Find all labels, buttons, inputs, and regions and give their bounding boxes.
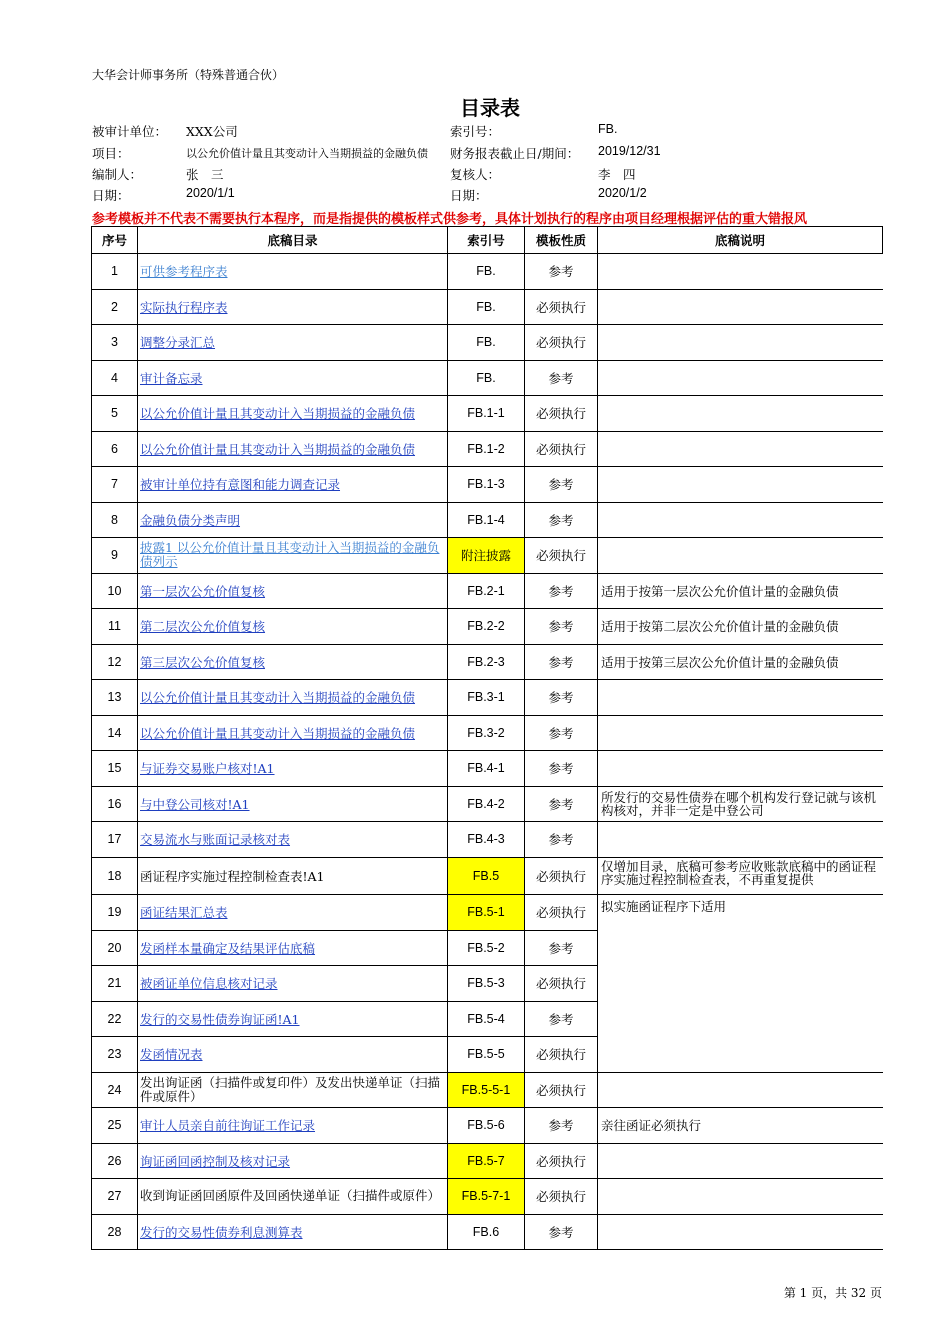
catalog-link[interactable]: 以公允价值计量且其变动计入当期损益的金融负债 bbox=[140, 690, 416, 706]
catalog-link[interactable]: 交易流水与账面记录核对表 bbox=[140, 832, 291, 848]
template-nature: 参考 bbox=[525, 360, 598, 396]
period-label: 财务报表截止日/期间： bbox=[450, 146, 580, 161]
table-row bbox=[92, 538, 883, 574]
template-nature: 必须执行 bbox=[525, 1072, 598, 1108]
template-nature: 参考 bbox=[525, 502, 598, 538]
row-number: 12 bbox=[92, 644, 138, 680]
template-nature: 参考 bbox=[525, 467, 598, 503]
row-number: 23 bbox=[92, 1037, 138, 1073]
index-number: FB.1-1 bbox=[448, 396, 525, 432]
table-row bbox=[92, 360, 883, 396]
audited-unit-label: 被审计单位： bbox=[92, 124, 168, 139]
catalog-link-cell[interactable] bbox=[138, 573, 448, 609]
index-number: FB.5-1 bbox=[448, 895, 525, 931]
catalog-link-cell[interactable] bbox=[138, 715, 448, 751]
date2-label: 日期： bbox=[450, 188, 488, 203]
note-text: 亲往函证必须执行 bbox=[598, 1108, 883, 1144]
catalog-link-cell[interactable] bbox=[138, 396, 448, 432]
note-text: 适用于按第二层次公允价值计量的金融负债 bbox=[598, 609, 883, 645]
catalog-link-cell[interactable] bbox=[138, 254, 448, 290]
warning-text: 参考模板并不代表不需要执行本程序，而是指提供的模板样式供参考，具体计划执行的程序由项目经理根据评估的重大错报风 bbox=[92, 212, 808, 227]
template-nature: 参考 bbox=[525, 1214, 598, 1250]
catalog-link-cell[interactable] bbox=[138, 360, 448, 396]
catalog-link-cell[interactable] bbox=[138, 431, 448, 467]
catalog-link[interactable]: 第三层次公允价值复核 bbox=[140, 654, 266, 670]
index-number: FB.1-3 bbox=[448, 467, 525, 503]
table-row bbox=[92, 1214, 883, 1250]
table-row bbox=[92, 1072, 883, 1108]
table-row bbox=[92, 396, 883, 432]
catalog-link[interactable]: 与中登公司核对!A1 bbox=[140, 796, 250, 812]
header-nature: 模板性质 bbox=[525, 227, 598, 254]
catalog-link-cell[interactable] bbox=[138, 325, 448, 361]
index-number: FB.4-3 bbox=[448, 822, 525, 858]
audited-unit-value: XXX公司 bbox=[186, 124, 238, 139]
note-text bbox=[598, 538, 883, 574]
note-text bbox=[598, 680, 883, 716]
index-number: FB.4-2 bbox=[448, 786, 525, 822]
reviewer-label: 复核人： bbox=[450, 167, 501, 182]
catalog-link-cell[interactable] bbox=[138, 786, 448, 822]
template-nature: 参考 bbox=[525, 609, 598, 645]
catalog-link-cell[interactable] bbox=[138, 609, 448, 645]
catalog-link-cell[interactable] bbox=[138, 680, 448, 716]
table-row bbox=[92, 644, 883, 680]
row-number: 9 bbox=[92, 538, 138, 574]
note-text: 仅增加目录，底稿可参考应收账款底稿中的函证程序实施过程控制检查表，不再重复提供 bbox=[598, 857, 883, 895]
table-row bbox=[92, 1108, 883, 1144]
note-text bbox=[598, 360, 883, 396]
date2-value: 2020/1/2 bbox=[598, 186, 647, 200]
index-number: FB. bbox=[448, 360, 525, 396]
template-nature: 必须执行 bbox=[525, 325, 598, 361]
catalog-link[interactable]: 第二层次公允价值复核 bbox=[140, 619, 266, 635]
preparer-value: 张 三 bbox=[186, 167, 224, 182]
index-number: FB.5-4 bbox=[448, 1001, 525, 1037]
catalog-link[interactable]: 第一层次公允价值复核 bbox=[140, 583, 266, 599]
template-nature: 参考 bbox=[525, 1108, 598, 1144]
table-row bbox=[92, 573, 883, 609]
catalog-link[interactable]: 披露1 以公允价值计量且其变动计入当期损益的金融负债列示 bbox=[140, 540, 440, 570]
catalog-text: 函证程序实施过程控制检查表!A1 bbox=[138, 857, 448, 895]
catalog-link[interactable]: 调整分录汇总 bbox=[140, 335, 216, 351]
catalog-link[interactable]: 审计备忘录 bbox=[140, 370, 203, 386]
template-nature: 参考 bbox=[525, 930, 598, 966]
row-number: 11 bbox=[92, 609, 138, 645]
template-nature: 参考 bbox=[525, 573, 598, 609]
note-text bbox=[598, 502, 883, 538]
index-number: FB.2-2 bbox=[448, 609, 525, 645]
index-number: FB.5-6 bbox=[448, 1108, 525, 1144]
index-number: FB. bbox=[448, 289, 525, 325]
table-row bbox=[92, 857, 883, 895]
period-value: 2019/12/31 bbox=[598, 144, 661, 158]
catalog-link-cell[interactable] bbox=[138, 538, 448, 574]
template-nature: 必须执行 bbox=[525, 895, 598, 931]
row-number: 24 bbox=[92, 1072, 138, 1108]
catalog-link-cell[interactable] bbox=[138, 895, 448, 931]
template-nature: 必须执行 bbox=[525, 538, 598, 574]
catalog-link[interactable]: 询证函回函控制及核对记录 bbox=[140, 1153, 291, 1169]
template-nature: 必须执行 bbox=[525, 857, 598, 895]
table-row bbox=[92, 1143, 883, 1179]
date1-value: 2020/1/1 bbox=[186, 186, 235, 200]
table-row bbox=[92, 680, 883, 716]
firm-name: 大华会计师事务所（特殊普通合伙） bbox=[92, 68, 285, 82]
table-header-row bbox=[92, 227, 883, 254]
note-text bbox=[598, 467, 883, 503]
template-nature: 必须执行 bbox=[525, 966, 598, 1002]
row-number: 28 bbox=[92, 1214, 138, 1250]
row-number: 20 bbox=[92, 930, 138, 966]
row-number: 16 bbox=[92, 786, 138, 822]
index-number: FB.2-1 bbox=[448, 573, 525, 609]
catalog-link[interactable]: 发行的交易性债券利息测算表 bbox=[140, 1224, 303, 1240]
note-text bbox=[598, 289, 883, 325]
table-row bbox=[92, 431, 883, 467]
catalog-link-cell[interactable] bbox=[138, 966, 448, 1002]
row-number: 13 bbox=[92, 680, 138, 716]
catalog-link[interactable]: 被函证单位信息核对记录 bbox=[140, 976, 278, 992]
note-text bbox=[598, 751, 883, 787]
template-nature: 参考 bbox=[525, 751, 598, 787]
note-text bbox=[598, 1072, 883, 1108]
catalog-link-cell[interactable] bbox=[138, 289, 448, 325]
date1-label: 日期： bbox=[92, 188, 130, 203]
row-number: 27 bbox=[92, 1179, 138, 1215]
catalog-link-cell[interactable] bbox=[138, 751, 448, 787]
index-number: FB.1-2 bbox=[448, 431, 525, 467]
note-text bbox=[598, 822, 883, 858]
row-number: 1 bbox=[92, 254, 138, 290]
catalog-table bbox=[91, 226, 883, 1250]
row-number: 4 bbox=[92, 360, 138, 396]
catalog-link-cell[interactable] bbox=[138, 930, 448, 966]
catalog-link[interactable]: 发行的交易性债券询证函!A1 bbox=[140, 1011, 300, 1027]
reviewer-value: 李 四 bbox=[598, 167, 636, 182]
catalog-link[interactable]: 以公允价值计量且其变动计入当期损益的金融负债 bbox=[140, 441, 416, 457]
note-text: 适用于按第一层次公允价值计量的金融负债 bbox=[598, 573, 883, 609]
header-note: 底稿说明 bbox=[598, 227, 883, 254]
header-index: 索引号 bbox=[448, 227, 525, 254]
index-number: FB.5-7 bbox=[448, 1143, 525, 1179]
catalog-link[interactable]: 发函情况表 bbox=[140, 1047, 203, 1063]
note-text bbox=[598, 1214, 883, 1250]
index-number: FB.3-1 bbox=[448, 680, 525, 716]
row-number: 8 bbox=[92, 502, 138, 538]
index-number: FB.5-3 bbox=[448, 966, 525, 1002]
table-row bbox=[92, 609, 883, 645]
header-no: 序号 bbox=[92, 227, 138, 254]
catalog-link[interactable]: 实际执行程序表 bbox=[140, 299, 228, 315]
index-number: FB.5-5-1 bbox=[448, 1072, 525, 1108]
index-number: FB. bbox=[448, 325, 525, 361]
table-row bbox=[92, 786, 883, 822]
index-number: FB.4-1 bbox=[448, 751, 525, 787]
index-number: FB.5 bbox=[448, 857, 525, 895]
index-number: FB.2-3 bbox=[448, 644, 525, 680]
template-nature: 必须执行 bbox=[525, 1143, 598, 1179]
note-text bbox=[598, 715, 883, 751]
row-number: 15 bbox=[92, 751, 138, 787]
index-number: FB.6 bbox=[448, 1214, 525, 1250]
table-row bbox=[92, 822, 883, 858]
index-label: 索引号： bbox=[450, 124, 501, 139]
page-title: 目录表 bbox=[460, 96, 520, 120]
template-nature: 参考 bbox=[525, 680, 598, 716]
header-catalog: 底稿目录 bbox=[138, 227, 448, 254]
index-number: FB.5-2 bbox=[448, 930, 525, 966]
template-nature: 参考 bbox=[525, 644, 598, 680]
catalog-link-cell[interactable] bbox=[138, 467, 448, 503]
template-nature: 必须执行 bbox=[525, 431, 598, 467]
catalog-link[interactable]: 被审计单位持有意图和能力调查记录 bbox=[140, 477, 341, 493]
project-label: 项目： bbox=[92, 146, 130, 161]
table-row bbox=[92, 502, 883, 538]
note-text bbox=[598, 254, 883, 290]
note-text bbox=[598, 325, 883, 361]
page-number: 第 1 页，共 32 页 bbox=[783, 1286, 882, 1300]
note-text: 拟实施函证程序下适用 bbox=[598, 895, 883, 1073]
catalog-link[interactable]: 审计人员亲自前往询证工作记录 bbox=[140, 1118, 316, 1134]
catalog-link[interactable]: 可供参考程序表 bbox=[140, 264, 228, 280]
catalog-text: 发出询证函（扫描件或复印件）及发出快递单证（扫描件或原件） bbox=[138, 1072, 448, 1108]
row-number: 2 bbox=[92, 289, 138, 325]
row-number: 21 bbox=[92, 966, 138, 1002]
row-number: 14 bbox=[92, 715, 138, 751]
index-number: 附注披露 bbox=[448, 538, 525, 574]
table-row bbox=[92, 467, 883, 503]
catalog-link[interactable]: 金融负债分类声明 bbox=[140, 512, 241, 528]
catalog-link-cell[interactable] bbox=[138, 1143, 448, 1179]
note-text: 适用于按第三层次公允价值计量的金融负债 bbox=[598, 644, 883, 680]
catalog-link-cell[interactable] bbox=[138, 502, 448, 538]
index-number: FB.1-4 bbox=[448, 502, 525, 538]
template-nature: 必须执行 bbox=[525, 1037, 598, 1073]
note-text bbox=[598, 1179, 883, 1215]
catalog-link-cell[interactable] bbox=[138, 1037, 448, 1073]
template-nature: 必须执行 bbox=[525, 1179, 598, 1215]
catalog-link-cell[interactable] bbox=[138, 1001, 448, 1037]
catalog-link-cell[interactable] bbox=[138, 1108, 448, 1144]
table-row bbox=[92, 895, 883, 931]
note-text: 所发行的交易性债券在哪个机构发行登记就与该机构核对，并非一定是中登公司 bbox=[598, 786, 883, 822]
template-nature: 参考 bbox=[525, 254, 598, 290]
table-row bbox=[92, 289, 883, 325]
catalog-text: 收到询证函回函原件及回函快递单证（扫描件或原件） bbox=[138, 1179, 448, 1215]
catalog-link[interactable]: 发函样本量确定及结果评估底稿 bbox=[140, 940, 316, 956]
row-number: 22 bbox=[92, 1001, 138, 1037]
note-text bbox=[598, 396, 883, 432]
row-number: 6 bbox=[92, 431, 138, 467]
catalog-link-cell[interactable] bbox=[138, 644, 448, 680]
table-row bbox=[92, 1179, 883, 1215]
note-text bbox=[598, 431, 883, 467]
index-number: FB.3-2 bbox=[448, 715, 525, 751]
note-text bbox=[598, 1143, 883, 1179]
table-row bbox=[92, 325, 883, 361]
template-nature: 参考 bbox=[525, 715, 598, 751]
index-value: FB. bbox=[598, 122, 618, 136]
index-number: FB.5-7-1 bbox=[448, 1179, 525, 1215]
row-number: 26 bbox=[92, 1143, 138, 1179]
catalog-link[interactable]: 以公允价值计量且其变动计入当期损益的金融负债 bbox=[140, 406, 416, 422]
row-number: 5 bbox=[92, 396, 138, 432]
index-number: FB.5-5 bbox=[448, 1037, 525, 1073]
catalog-link-cell[interactable] bbox=[138, 1214, 448, 1250]
row-number: 10 bbox=[92, 573, 138, 609]
catalog-link-cell[interactable] bbox=[138, 822, 448, 858]
catalog-link[interactable]: 函证结果汇总表 bbox=[140, 905, 228, 921]
row-number: 25 bbox=[92, 1108, 138, 1144]
table-row bbox=[92, 751, 883, 787]
row-number: 18 bbox=[92, 857, 138, 895]
row-number: 3 bbox=[92, 325, 138, 361]
catalog-link[interactable]: 以公允价值计量且其变动计入当期损益的金融负债 bbox=[140, 725, 416, 741]
project-value: 以公允价值计量且其变动计入当期损益的金融负债 bbox=[186, 147, 428, 160]
index-number: FB. bbox=[448, 254, 525, 290]
template-nature: 必须执行 bbox=[525, 396, 598, 432]
table-row bbox=[92, 715, 883, 751]
row-number: 19 bbox=[92, 895, 138, 931]
template-nature: 参考 bbox=[525, 786, 598, 822]
template-nature: 参考 bbox=[525, 822, 598, 858]
template-nature: 参考 bbox=[525, 1001, 598, 1037]
table-row bbox=[92, 254, 883, 290]
row-number: 17 bbox=[92, 822, 138, 858]
template-nature: 必须执行 bbox=[525, 289, 598, 325]
catalog-link[interactable]: 与证券交易账户核对!A1 bbox=[140, 761, 275, 777]
preparer-label: 编制人： bbox=[92, 167, 143, 182]
row-number: 7 bbox=[92, 467, 138, 503]
